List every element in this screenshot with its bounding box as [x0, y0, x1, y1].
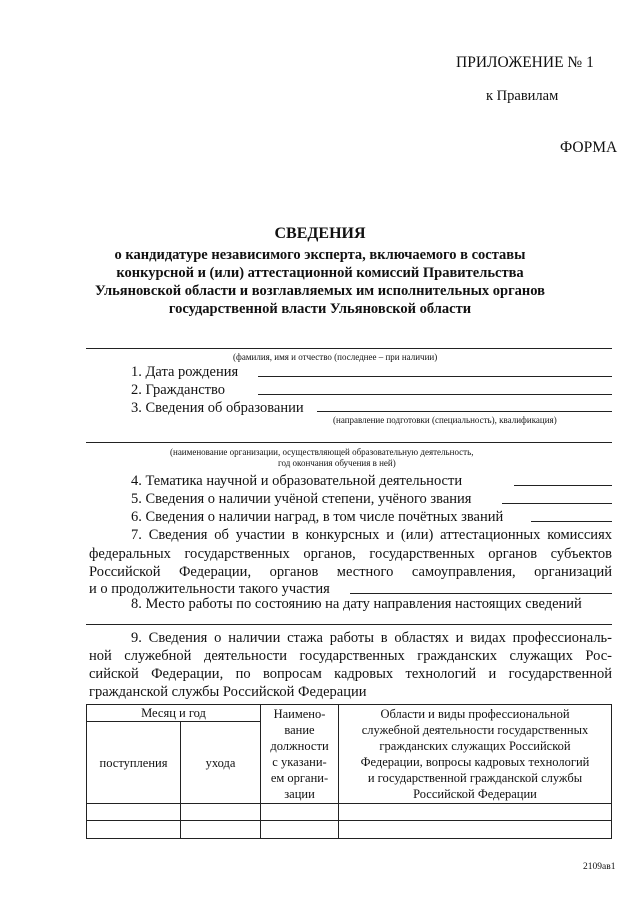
item-birth-date: 1. Дата рождения	[131, 364, 239, 380]
research-topics-field-line[interactable]	[514, 485, 612, 486]
table-cell[interactable]	[339, 821, 612, 839]
position-header-line: Наимено-	[273, 707, 326, 721]
position-header-line: с указани-	[272, 755, 327, 769]
item-experience-line-3: сийской Федерации, по вопросам кадровых технологий и государственной	[89, 666, 612, 682]
item-experience-line-4: гражданской службы Российской Федерации	[89, 684, 367, 700]
education-field-line[interactable]	[317, 411, 612, 412]
document-code: 2109ав1	[583, 862, 616, 872]
departure-header: ухода	[181, 722, 261, 804]
citizenship-field-line[interactable]	[258, 394, 612, 395]
table-cell[interactable]	[87, 821, 181, 839]
item-research-topics: 4. Тематика научной и образовательной деятельности	[131, 473, 463, 489]
fio-caption: (фамилия, имя и отчество (последнее – при наличии)	[233, 352, 438, 362]
position-header-line: зации	[284, 787, 315, 801]
fio-field-line[interactable]	[86, 348, 612, 349]
areas-header-line: Федерации, вопросы кадровых технологий	[360, 755, 590, 769]
position-header-line: вание	[284, 723, 315, 737]
title-line-1: о кандидатуре независимого эксперта, включаемого в составы	[114, 247, 526, 263]
table-row	[87, 821, 612, 839]
item-workplace: 8. Место работы по состоянию на дату направления настоящих сведений	[131, 596, 582, 612]
item-experience-line-2: ной служебной деятельности государственных гражданских служащих Рос-	[89, 648, 612, 664]
item-awards: 6. Сведения о наличии наград, в том числе почётных званий	[131, 509, 504, 525]
areas-header-line: гражданских служащих Российской	[379, 739, 571, 753]
areas-header-line: Области и виды профессиональной	[380, 707, 570, 721]
table-row	[87, 804, 612, 821]
table-cell[interactable]	[339, 804, 612, 821]
item-experience-line-1: 9. Сведения о наличии стажа работы в областях и видах профессиональ-	[131, 630, 612, 646]
rules-reference: к Правилам	[486, 88, 559, 104]
table-cell[interactable]	[181, 804, 261, 821]
appendix-label: ПРИЛОЖЕНИЕ № 1	[456, 54, 594, 71]
item-education: 3. Сведения об образовании	[131, 400, 304, 416]
document-title: СВЕДЕНИЯ	[274, 225, 366, 242]
item-commissions-line-3: Российской Федерации, органов местного самоуправления, организаций	[89, 564, 612, 580]
item-citizenship: 2. Гражданство	[131, 382, 226, 398]
commissions-field-line[interactable]	[350, 593, 612, 594]
academic-degree-field-line[interactable]	[502, 503, 612, 504]
birth-date-field-line[interactable]	[258, 376, 612, 377]
table-cell[interactable]	[261, 804, 339, 821]
organization-caption-1: (наименование организации, осуществляющей образовательную деятельность,	[170, 447, 474, 457]
item-commissions-line-4: и о продолжительности такого участия	[89, 581, 330, 597]
workplace-field-line[interactable]	[86, 624, 612, 625]
direction-caption: (направление подготовки (специальность), квалификация)	[333, 415, 557, 425]
title-line-3: Ульяновской области и возглавляемых им исполнительных органов	[95, 283, 545, 299]
title-line-2: конкурсной и (или) аттестационной комиссий Правительства	[116, 265, 524, 281]
table-cell[interactable]	[261, 821, 339, 839]
experience-table	[86, 704, 612, 839]
organization-caption-2: год окончания обучения в ней)	[278, 458, 396, 468]
position-header-line: должности	[270, 739, 329, 753]
areas-header	[339, 705, 612, 804]
areas-header-line: и государственной гражданской службы	[367, 771, 583, 785]
form-label: ФОРМА	[560, 139, 618, 156]
item-academic-degree: 5. Сведения о наличии учёной степени, учёного звания	[131, 491, 472, 507]
areas-header-line: служебной деятельности государственных	[361, 723, 589, 737]
title-line-4: государственной власти Ульяновской области	[168, 301, 472, 317]
position-header-line: ем органи-	[270, 771, 329, 785]
areas-header-line: Российской Федерации	[413, 787, 537, 801]
arrival-header: поступления	[87, 722, 181, 804]
organization-field-line[interactable]	[86, 442, 612, 443]
item-commissions-line-2: федеральных государственных органов, государственных органов субъектов	[89, 546, 612, 562]
position-header	[261, 705, 339, 804]
item-commissions-line-1: 7. Сведения об участии в конкурсных и (или) аттестационных комиссиях	[131, 527, 612, 543]
table-cell[interactable]	[181, 821, 261, 839]
table-cell[interactable]	[87, 804, 181, 821]
month-year-header: Месяц и год	[87, 705, 261, 722]
awards-field-line[interactable]	[531, 521, 612, 522]
